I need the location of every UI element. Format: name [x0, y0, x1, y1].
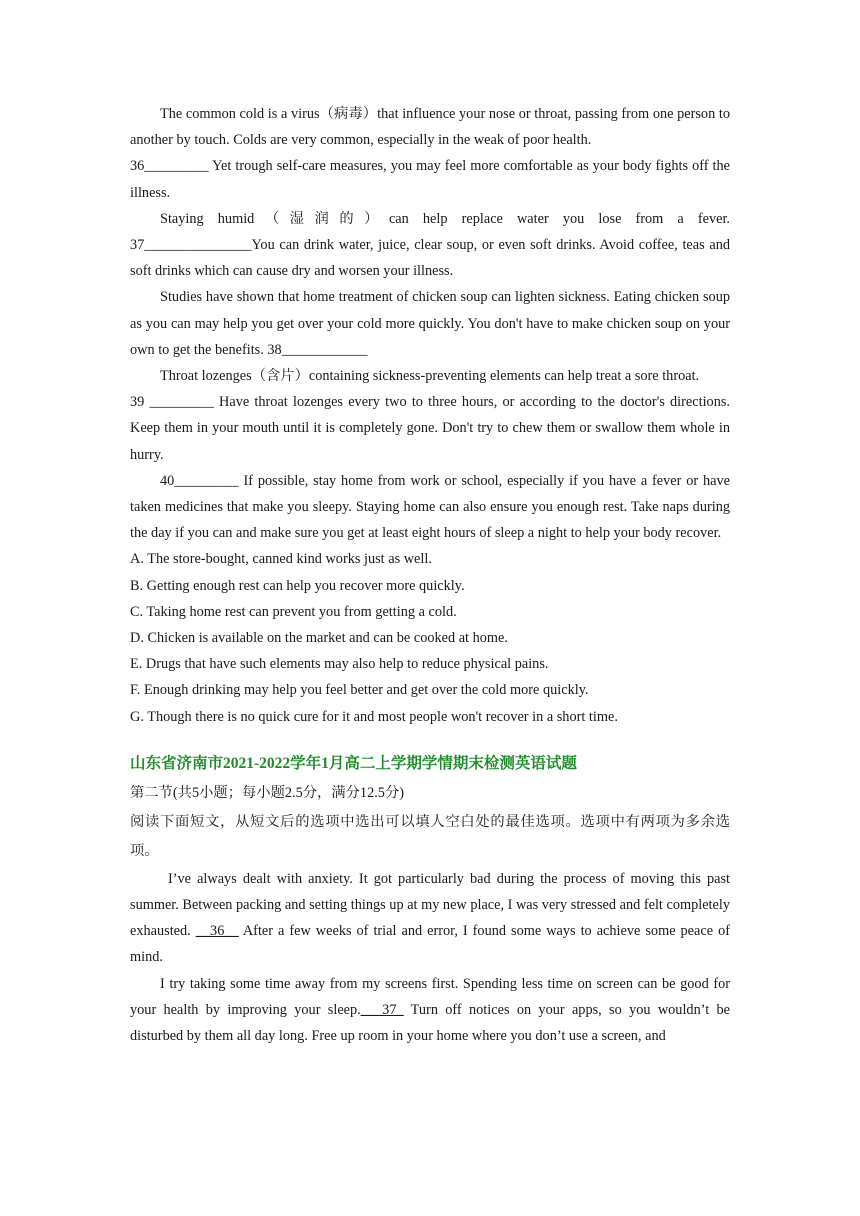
paragraph-text: Yet trough self-care measures, you may feel more comfortable as your body fights off the illness.: [130, 158, 730, 201]
question-number-39: 39: [130, 394, 145, 411]
passage-paragraph-3: [130, 284, 730, 363]
option-f: F. Enough drinking may help you feel better and get over the cold more quickly.: [130, 682, 589, 699]
paragraph-text: You can drink water, juice, clear soup, or even soft drinks. Avoid coffee, teas and soft drinks which can cause dry and worsen your illness.: [130, 237, 730, 280]
paragraph-text: The common cold is a virus（病毒）that influence your nose or throat, passing from one person to another by touch. Colds are very common, especially in the weak of poor health.: [130, 106, 730, 149]
question-number-37: 37: [130, 237, 145, 254]
paragraph-text: If possible, stay home from work or school, especially if you have a fever or have taken medicines that make you sleepy. Staying home can also ensure you enough rest. Take naps during the day if you can and make sure you get at least eight hours of sleep a night to help your body recover.: [130, 472, 730, 542]
section-heading: 山东省济南市2021-2022学年1月高二上学期学情期末检测英语试题: [130, 754, 577, 772]
passage2-paragraph-1: [130, 866, 730, 971]
option-b: B. Getting enough rest can help you recover more quickly.: [130, 577, 465, 594]
options-list: [130, 546, 730, 729]
section-subheading: 第二节(共5小题；每小题2.5分，满分12.5分): [130, 784, 405, 801]
option-d: D. Chicken is available on the market and can be cooked at home.: [130, 630, 508, 647]
section-instructions: 阅读下面短文，从短文后的选项中选出可以填人空白处的最佳选项。选项中有两项为多余选项。: [130, 813, 730, 859]
paragraph-text: I’ve always dealt with anxiety. It got particularly bad during the process of moving this past summer. Between packing and setting things up at my new place, I was very stressed and felt completely exhausted.: [130, 870, 730, 940]
paragraph-text: Turn off notices on your apps, so you wouldn’t be disturbed by them all day long. Free up room in your home where you don’t use a screen, and: [130, 1001, 731, 1045]
answer-blank-37-2: ___37_: [360, 1001, 404, 1018]
option-g: G. Though there is no quick cure for it and most people won't recover in a short time.: [130, 708, 618, 725]
paragraph-text: Staying humid（湿润的）can help replace water you lose from a fever.: [160, 210, 730, 227]
option-e: E. Drugs that have such elements may also help to reduce physical pains.: [130, 656, 549, 673]
passage-paragraph-2-line1: [130, 206, 730, 232]
answer-blank-36-2: __36__: [195, 923, 239, 940]
answer-blank-37: _______________: [144, 237, 252, 254]
paragraph-text: Studies have shown that home treatment of chicken soup can lighten sickness. Eating chicken soup as you can may help you get over your cold more quickly. You don't have to make chicken soup on your own to get the benefits.: [130, 289, 730, 358]
passage-paragraph-1: [130, 101, 730, 206]
answer-blank-36: _________: [144, 158, 209, 175]
question-number-38: 38: [267, 341, 282, 358]
answer-blank-38: ____________: [281, 341, 368, 358]
page-content: [130, 101, 730, 1049]
question-number-40: 40: [160, 472, 175, 489]
paragraph-text: After a few weeks of trial and error, I found some ways to achieve some peace of mind.: [130, 923, 730, 966]
answer-blank-39: _________: [144, 394, 214, 411]
paragraph-text: Throat lozenges（含片）containing sickness-preventing elements can help treat a sore throat.: [160, 368, 700, 385]
passage-paragraph-2-rest: [130, 232, 730, 284]
question-number-36: 36: [130, 158, 145, 175]
passage2-paragraph-2: [130, 971, 730, 1050]
paragraph-text: I try taking some time away from my screens first. Spending less time on screen can be good for your health by improving your sleep.: [130, 975, 730, 1018]
answer-blank-40: _________: [174, 472, 239, 489]
paragraph-text: Have throat lozenges every two to three hours, or according to the doctor's directions. Keep them in your mouth until it is completely gone. Don't try to chew them or swallow them whole in hurry.: [130, 394, 730, 463]
option-a: A. The store-bought, canned kind works just as well.: [130, 551, 432, 568]
passage-paragraph-4: [130, 363, 730, 468]
passage-paragraph-5: [130, 468, 730, 547]
option-c: C. Taking home rest can prevent you from getting a cold.: [130, 603, 457, 620]
